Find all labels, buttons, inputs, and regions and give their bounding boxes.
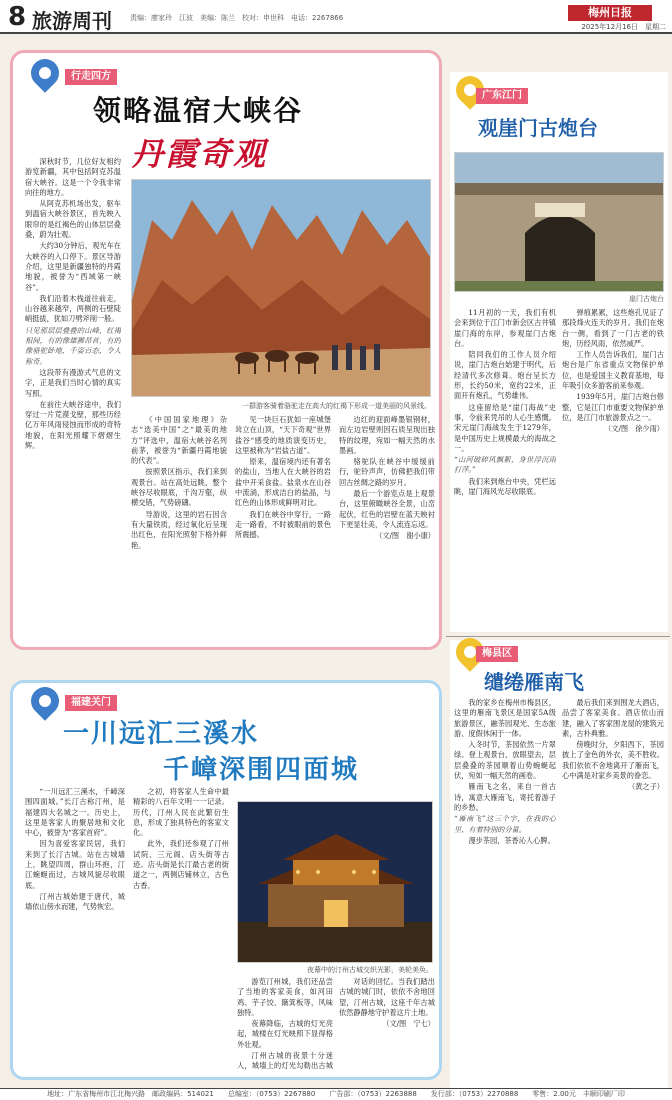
article-tingzhou-city xyxy=(10,680,442,1080)
paragraph: 我的家乡在梅州市梅县区，这里的雁南飞景区是国家5A级旅游景区，融茶园观光、生态旅游、度假休闲于一体。 xyxy=(454,698,556,738)
photo-caption: 崖门古炮台 xyxy=(629,295,664,303)
quote: 只见那层层叠叠的山峰，红褐相间，有的像雄狮昂首，有的像骆驼卧地，千姿百态，令人称奇。 xyxy=(25,325,121,366)
photo-caption: 夜幕中的汀州古城交织光影，美轮美奂。 xyxy=(307,966,433,974)
article-yamen-fort xyxy=(450,72,668,632)
article-column xyxy=(235,415,331,643)
paragraph: 我们沿着木栈道往前走，山谷越来越窄，两侧的石壁陡峭挺拔，犹如刀劈斧削一般。 xyxy=(25,293,121,324)
ancient-city-night-photo xyxy=(237,801,433,963)
paragraph: 这座留给是“崖门海战”史事，令前来凭吊的人心生感慨。宋元崖门海战发生于1279年，是中国历史上规模最大的海战之一。 xyxy=(454,402,556,453)
paragraph: 对话的回忆。当我们踏出古城的城门时，依依不舍地回望，汀州古城，这座千年古城依然静静地守护着这片土地。 xyxy=(339,977,435,1017)
page-number: 8 xyxy=(8,2,27,32)
section-divider xyxy=(446,636,670,637)
article-column xyxy=(339,977,435,1072)
issue-date: 2025年12月16日 星期二 xyxy=(581,23,666,31)
article-column xyxy=(454,698,556,1084)
article-yannanfei xyxy=(450,640,668,1090)
byline: （文/图 宁七） xyxy=(382,1019,435,1029)
byline: （文/图 徐少雨） xyxy=(604,424,664,434)
paragraph: 1939年5月，崖门古炮台修整，它是江门市重要文物保护单位，是江门市旅游景点之一。 xyxy=(562,392,664,422)
location-pin-icon xyxy=(25,681,65,721)
article-column xyxy=(339,415,435,643)
paragraph: 因为喜爱客家民居，我们来到了长汀古城。站在古城墙上，眺望四周，群山环抱，汀江蜿蜒而过，古城风貌尽收眼底。 xyxy=(25,839,125,890)
paragraph: 漫步茶园，茶香沁人心脾。 xyxy=(468,835,555,845)
article-tag: 梅县区 xyxy=(476,646,518,662)
article-column xyxy=(454,308,556,632)
paragraph: “一川远汇三溪水，千嶂深围四面城。”长汀古称汀州，是福建四大名城之一。历史上，这里是客家人的聚居地和文化中心，被誉为“客家首府”。 xyxy=(25,787,125,838)
paragraph: 导游说，这里的岩石因含有大量铁质，经过氧化后呈现出红色，在阳光照射下格外鲜艳。 xyxy=(131,509,227,550)
article-tag: 福建关门 xyxy=(65,695,117,711)
paragraph: 陪同我们的工作人员介绍说，崖门古炮台始建于明代，后经清代多次修葺。炮台呈长方形，长约50米，宽约22米，正面开有炮孔，气势雄伟。 xyxy=(454,350,556,401)
paragraph: 按照景区指示，我们来到观景台。站在高处远眺，整个峡谷尽收眼底，千沟万壑，纵横交错，气势磅礴。 xyxy=(131,467,227,508)
article-tag: 行走四方 xyxy=(65,69,117,85)
article-title: 观崖门古炮台 xyxy=(478,116,598,140)
article-column xyxy=(562,698,664,1084)
canyon-camel-photo xyxy=(131,179,431,397)
paragraph: 大约30分钟后，观光车在大峡谷的入口停下。景区导游介绍，这里是新疆独特的丹霞地貌，被誉为“西域第一峡谷”。 xyxy=(25,241,121,292)
city-gate-illustration xyxy=(238,802,433,963)
article-column xyxy=(237,977,333,1072)
article-column xyxy=(25,157,121,642)
paragraph: 夜幕降临，古城的灯光亮起，城楼在灯光映照下显得格外壮观。 xyxy=(237,1019,333,1049)
staff-line: 责编：廖家玲 江波 美编：陈兰 校对：申世科 电话：2267866 xyxy=(130,14,344,22)
paragraph: 从阿克苏机场出发，驱车到温宿大峡谷景区，首先映入眼帘的是红褐色的山体层层叠叠，蔚为壮观。 xyxy=(25,199,121,240)
canyon-photo-illustration xyxy=(132,180,431,397)
page-header xyxy=(0,0,672,34)
paragraph: 此外，我们还参观了汀州试院、三元阁、店头街等古迹。店头街是长汀最古老的街道之一，两侧店铺林立，古色古香。 xyxy=(133,839,229,890)
paragraph: 雁南飞之名，来自一首古诗，寓意大雁南飞，寄托着游子的乡愁。 xyxy=(454,782,556,812)
paragraph: 我们在峡谷中穿行，一路走一路看，不时被眼前的景色所震撼。 xyxy=(235,509,331,540)
article-column xyxy=(562,308,664,632)
paragraph: 在前往大峡谷途中，我们穿过一片荒漠戈壁，那些历经亿万年风雨侵蚀而形成的奇特地貌，在阳光照耀下熠熠生辉。 xyxy=(25,399,121,451)
paragraph: 见一块巨石犹如一座城堡耸立在山顶，“天下奇观”世界盐谷“感受的地质演变历史，这里被称为“岩盐古道”。 xyxy=(235,415,331,455)
article-title-line1: 一川远汇三溪水 xyxy=(63,719,260,749)
article-title-line2: 千嶂深围四面城 xyxy=(163,755,360,785)
photo-caption: 一群游客骑着骆驼走在高大的红褐下形成一道美丽的风景线。 xyxy=(242,402,431,410)
paragraph: 之初，将客家人生命中最精彩的八百年文明一一记录。历代，汀州人民在此繁衍生息，形成了独具特色的客家文化。 xyxy=(133,787,229,838)
article-subtitle: 丹霞奇观 xyxy=(131,135,268,173)
paragraph: 最后我们来到围龙大酒店，品尝了客家美食。酒店依山而建，融入了客家围龙屋的建筑元素，古朴典雅。 xyxy=(562,698,664,738)
paragraph: 弹痕累累，这些炮孔见证了那段烽火连天的岁月。我们在炮台一侧，看到了一门古老的铁炮，历经风雨，依然威严。 xyxy=(562,308,664,348)
paragraph: 11月初的一天，我们有机会来到位于江门市新会区古井镇崖门海的东岸，参观崖门古炮台。 xyxy=(454,308,556,348)
paragraph: 原来，温宿境内还有著名的盐山，当地人在大峡谷的岩盐中开采食盐。盐泉水在山谷中流淌，形成洁白的盐晶，与红色的山体形成鲜明对比。 xyxy=(235,457,331,508)
paragraph: 《中国国家地理》杂志“选美中国”之“最美的地方”评选中，温宿大峡谷名列前茅，被誉为“新疆丹霞地貌的代表”。 xyxy=(131,415,227,466)
article-tag: 广东江门 xyxy=(476,88,528,104)
fort-gate-illustration xyxy=(455,153,664,292)
article-column xyxy=(131,415,227,643)
paragraph: 工作人员告诉我们，崖门古炮台是广东省重点文物保护单位，也是爱国主义教育基地，每年吸引众多游客前来参观。 xyxy=(562,350,664,391)
paragraph: 深秋时节，几位好友相约游览新疆，其中包括阿克苏温宿大峡谷。这是一个令我非常向往的地方。 xyxy=(25,157,121,197)
article-wensu-canyon xyxy=(10,50,442,650)
newspaper-logo: 梅州日报 xyxy=(568,5,652,21)
paragraph: 我们来到炮台中央，凭栏远眺，崖门海风光尽收眼底。 xyxy=(454,476,556,497)
paragraph: 最后一个游览点是上观景台，这里俯瞰峡谷全景，山峦起伏，红色的岩壁在蓝天映衬下更显壮美，令人流连忘返。 xyxy=(339,489,435,529)
paragraph: 傍晚时分，夕阳西下，茶园披上了金色的外衣，美不胜收。我们依依不舍地离开了雁南飞，心中满是对家乡美景的眷恋。 xyxy=(562,740,664,781)
quote: “山河破碎风飘絮，身世浮沉雨打萍。” xyxy=(454,455,556,475)
fort-photo xyxy=(454,152,664,292)
paragraph: 汀州古城的夜景十分迷人，城墙上的灯光勾勒出古城 xyxy=(237,1051,333,1071)
location-pin-icon xyxy=(25,53,65,93)
byline: （文/图 谢小康） xyxy=(375,531,435,541)
article-column xyxy=(133,787,229,1072)
article-title: 缱绻雁南飞 xyxy=(484,670,584,694)
paragraph: 这段带有漫游式气息的文字，正是我们当时心情的真实写照。 xyxy=(25,367,121,398)
paragraph: 汀州古城始建于唐代，城墙依山傍水而建，气势恢宏。 xyxy=(25,891,125,912)
article-column xyxy=(25,787,125,1072)
byline: （黄之子） xyxy=(628,782,664,792)
paragraph: 入冬时节，茶园依然一片翠绿。登上观景台，放眼望去，层层叠叠的茶园顺着山势蜿蜒起伏，宛如一幅天然的画卷。 xyxy=(454,740,556,781)
paragraph: 游览汀州城，我们还品尝了当地的客家美食，如河田鸡、芋子饺、簸箕板等，风味独特。 xyxy=(237,977,333,1017)
section-title: 旅游周刊 xyxy=(32,9,112,33)
quote: “雁南飞”这三个字，在我的心里，有着特别的分量。 xyxy=(454,814,556,834)
paragraph: 边红的迎面峰墨银钢材，而左边岩壁则因石质呈现出独特的纹理，宛如一幅天然的水墨画。 xyxy=(339,415,435,455)
page-footer: 地址：广东省梅州市江北梅兴路 邮政编码：514021 总编室：（0753）2267880 广告部：（0753）2263888 发行部：（0753）2270888 零售：2.00元 丰顺印刷厂印 xyxy=(0,1088,672,1100)
paragraph: 骆驼队在峡谷中缓缓前行，驼铃声声，仿佛把我们带回古丝绸之路的岁月。 xyxy=(339,457,435,487)
article-title: 领略温宿大峡谷 xyxy=(93,94,304,127)
